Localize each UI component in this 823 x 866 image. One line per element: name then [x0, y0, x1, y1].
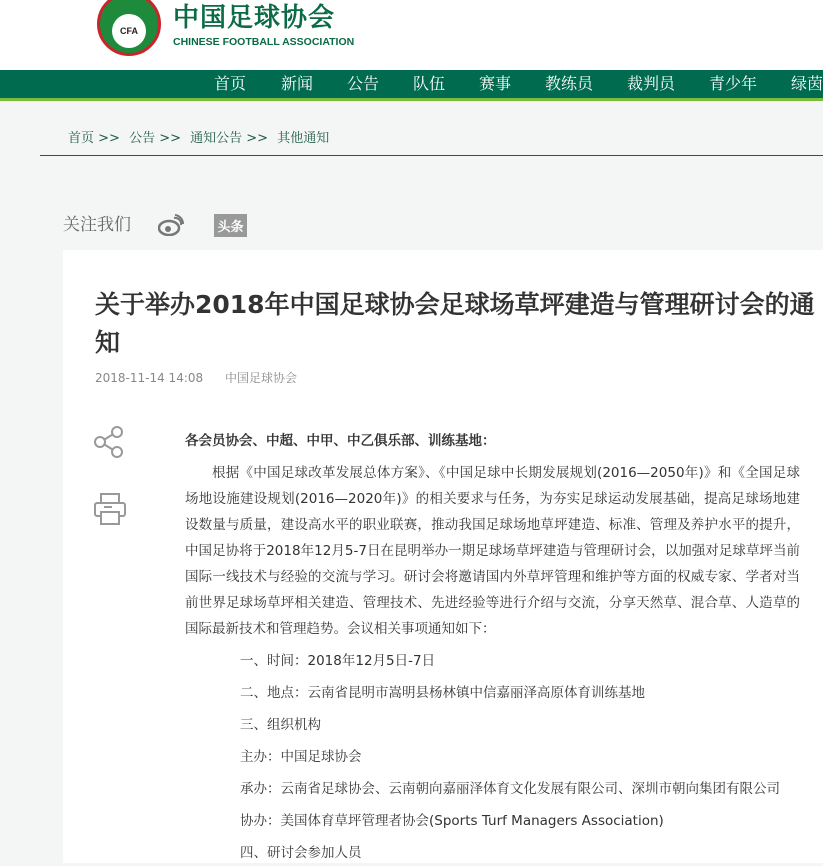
list-item: 二、地点：云南省昆明市嵩明县杨林镇中信嘉丽泽高原体育训练基地 — [240, 685, 645, 701]
breadcrumb-other[interactable]: 其他通知 — [277, 131, 330, 146]
print-icon[interactable] — [93, 492, 127, 530]
nav-item-coaches[interactable]: 教练员 — [545, 74, 594, 93]
addressee: 各会员协会、中超、中甲、中乙俱乐部、训练基地： — [185, 433, 496, 449]
header — [0, 0, 823, 70]
brand-name-en: CHINESE FOOTBALL ASSOCIATION — [173, 36, 355, 48]
article-meta — [95, 370, 815, 386]
toutiao-icon[interactable]: 头条 — [214, 214, 247, 237]
list-item: 三、组织机构 — [240, 717, 321, 733]
article-title: 关于举办2018年中国足球协会足球场草坪建造与管理研讨会的通知 — [95, 290, 815, 357]
list-item: 承办：云南省足球协会、云南朝向嘉丽泽体育文化发展有限公司、深圳市朝向集团有限公司 — [240, 781, 780, 797]
nav-item-events[interactable]: 赛事 — [479, 74, 512, 93]
list-item: 四、研讨会参加人员 — [240, 845, 362, 861]
breadcrumb-announcements[interactable]: 通知公告 >> — [190, 131, 269, 146]
list-item: 主办：中国足球协会 — [240, 749, 362, 765]
divider — [40, 155, 823, 156]
nav-item-youth[interactable]: 青少年 — [709, 74, 758, 93]
intro-paragraph: 根据《中国足球改革发展总体方案》、《中国足球中长期发展规划(2016—2050年)》和《全国足球场地设施建设规划(2016—2020年)》的相关要求与任务，为夯实足球运动发展基础，提高足球场地建设数量与质量，建设高水平的职业联赛，推动我国足球场地草坪建造、标准、管理及养护水平的提升，中国足协将于2018年12月5-7日在昆明举办一期足球场草坪建造与管理研讨会，以加强对足球草坪当前国际一线技术与经验的交流与学习。研讨会将邀请国内外草坪管理和维护等方面的权威专家、学者对当前世界足球场草坪相关建造、管理技术、先进经验等进行介绍与交流，分享天然草、混合草、人造草的国际最新技术和管理趋势。会议相关事项通知如下： — [185, 465, 800, 637]
share-icon[interactable] — [92, 425, 126, 463]
cfa-logo[interactable]: CFA — [97, 0, 161, 56]
breadcrumb — [68, 130, 334, 148]
nav-item-referees[interactable]: 裁判员 — [627, 74, 676, 93]
brand — [173, 2, 354, 49]
article-body — [185, 428, 800, 866]
list-item: 一、时间：2018年12月5日-7日 — [240, 653, 436, 669]
main-nav — [0, 70, 823, 101]
nav-item-teams[interactable]: 队伍 — [413, 74, 446, 93]
nav-item-news[interactable]: 新闻 — [281, 74, 314, 93]
breadcrumb-home[interactable]: 首页 >> — [68, 131, 120, 146]
follow-us-label: 关注我们 — [63, 215, 131, 235]
nav-item-green[interactable]: 绿茵 — [791, 74, 823, 93]
article-source: 中国足球协会 — [224, 371, 297, 385]
weibo-icon[interactable] — [158, 214, 184, 240]
nav-item-home[interactable]: 首页 — [214, 74, 247, 93]
breadcrumb-notice[interactable]: 公告 >> — [129, 131, 181, 146]
brand-name[interactable]: 中国足球协会 — [173, 3, 336, 33]
article-date: 2018-11-14 14:08 — [95, 371, 204, 385]
article-header — [95, 286, 815, 386]
list-item: 协办：美国体育草坪管理者协会(Sports Turf Managers Association) — [240, 813, 664, 829]
nav-item-notice[interactable]: 公告 — [347, 74, 380, 93]
